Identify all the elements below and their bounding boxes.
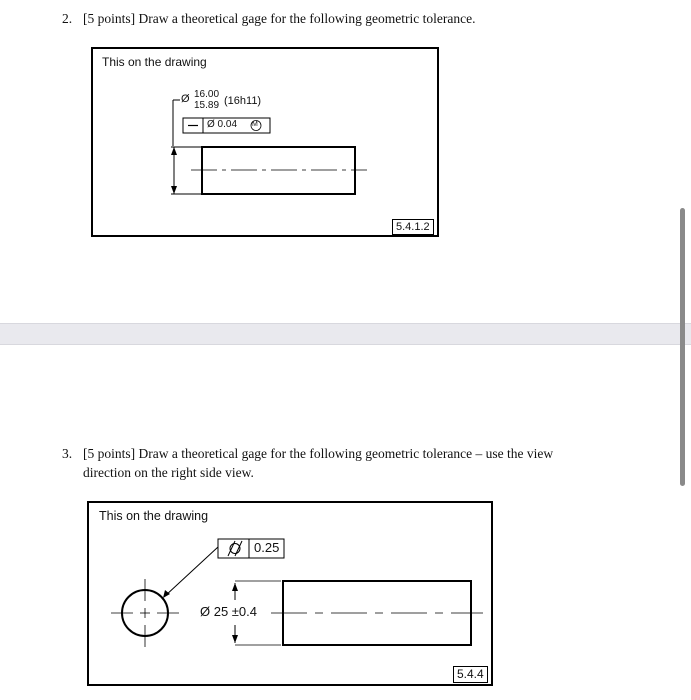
figure-3-drawing — [89, 503, 491, 684]
figure-2-fcf-value: Ø 0.04 — [207, 119, 238, 130]
figure-3-dimension: Ø 25 ±0.4 — [200, 604, 258, 619]
question-2 — [62, 10, 662, 30]
question-3-figure — [87, 501, 493, 686]
question-2-number: 2. — [62, 11, 73, 26]
question-3-text-line2: direction on the right side view. — [83, 465, 254, 480]
question-3 — [62, 445, 662, 485]
figure-2-drawing — [93, 49, 437, 235]
figure-2-dim-upper: 16.00 — [194, 89, 220, 100]
figure-2-reference: 5.4.1.2 — [392, 219, 434, 235]
figure-2-title: This on the drawing — [102, 55, 207, 69]
figure-2-dim-fit: (16h11) — [224, 95, 262, 107]
figure-2-fcf-modifier: M — [252, 121, 258, 128]
page-divider — [0, 323, 691, 345]
question-2-text: [5 points] Draw a theoretical gage for the following geometric tolerance. — [83, 11, 476, 26]
figure-3-fcf-value: 0.25 — [254, 540, 280, 555]
figure-2-dim-lower: 15.89 — [194, 100, 220, 111]
question-2-figure — [91, 47, 439, 237]
vertical-scrollbar[interactable] — [680, 208, 685, 486]
question-3-text-line1: [5 points] Draw a theoretical gage for the following geometric tolerance – use the view — [83, 446, 554, 461]
figure-3-reference: 5.4.4 — [453, 666, 488, 683]
question-3-number: 3. — [62, 446, 73, 461]
figure-3-title: This on the drawing — [99, 509, 209, 523]
figure-2-diameter-symbol: Ø — [181, 93, 190, 105]
